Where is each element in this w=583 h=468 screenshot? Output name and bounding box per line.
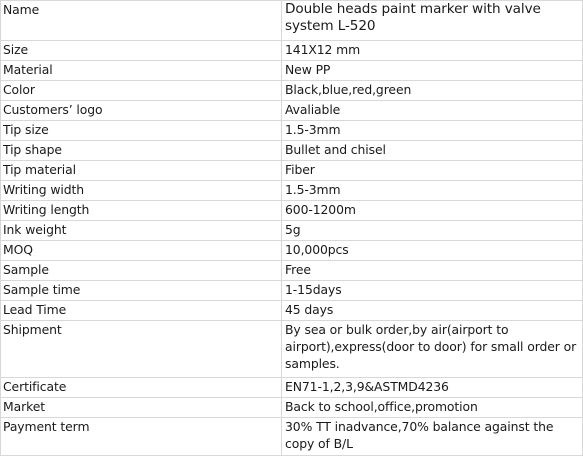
table-row [1, 161, 583, 181]
table-row [1, 121, 583, 141]
row-value: 1.5-3mm [282, 121, 583, 141]
row-label: Tip size [1, 121, 282, 141]
table-row [1, 101, 583, 121]
row-value: Fiber [282, 161, 583, 181]
row-value: Double heads paint marker with valve system L-520 [282, 1, 583, 41]
row-label: Market [1, 398, 282, 418]
row-label: Lead Time [1, 301, 282, 321]
table-row [1, 1, 583, 41]
row-value: EN71-1,2,3,9&ASTMD4236 [282, 378, 583, 398]
row-label: Ink weight [1, 221, 282, 241]
table-row [1, 41, 583, 61]
table-row [1, 221, 583, 241]
row-label: Tip material [1, 161, 282, 181]
row-value: New PP [282, 61, 583, 81]
table-row [1, 418, 583, 456]
row-value: 10,000pcs [282, 241, 583, 261]
row-value: 1.5-3mm [282, 181, 583, 201]
row-label: MOQ [1, 241, 282, 261]
table-row [1, 281, 583, 301]
table-row [1, 241, 583, 261]
table-row [1, 201, 583, 221]
row-value: Back to school,office,promotion [282, 398, 583, 418]
table-row [1, 321, 583, 378]
table-row [1, 398, 583, 418]
row-value: Black,blue,red,green [282, 81, 583, 101]
table-row [1, 301, 583, 321]
table-row [1, 378, 583, 398]
row-label: Certificate [1, 378, 282, 398]
row-label: Customers’ logo [1, 101, 282, 121]
row-label: Size [1, 41, 282, 61]
table-row [1, 61, 583, 81]
table-row [1, 181, 583, 201]
row-label: Color [1, 81, 282, 101]
row-value: Bullet and chisel [282, 141, 583, 161]
row-label: Name [1, 1, 282, 41]
table-row [1, 141, 583, 161]
row-value: 141X12 mm [282, 41, 583, 61]
row-value: 45 days [282, 301, 583, 321]
row-value: 600-1200m [282, 201, 583, 221]
row-label: Sample [1, 261, 282, 281]
row-label: Shipment [1, 321, 282, 378]
row-label: Sample time [1, 281, 282, 301]
table-row [1, 261, 583, 281]
row-value: 5g [282, 221, 583, 241]
row-label: Writing width [1, 181, 282, 201]
row-label: Material [1, 61, 282, 81]
row-value: By sea or bulk order,by air(airport to airport),express(door to door) for small order or samples. [282, 321, 583, 378]
row-value: Free [282, 261, 583, 281]
table-row [1, 81, 583, 101]
row-label: Writing length [1, 201, 282, 221]
row-value: 30% TT inadvance,70% balance against the copy of B/L [282, 418, 583, 456]
row-value: Avaliable [282, 101, 583, 121]
row-label: Payment term [1, 418, 282, 456]
row-value: 1-15days [282, 281, 583, 301]
row-label: Tip shape [1, 141, 282, 161]
